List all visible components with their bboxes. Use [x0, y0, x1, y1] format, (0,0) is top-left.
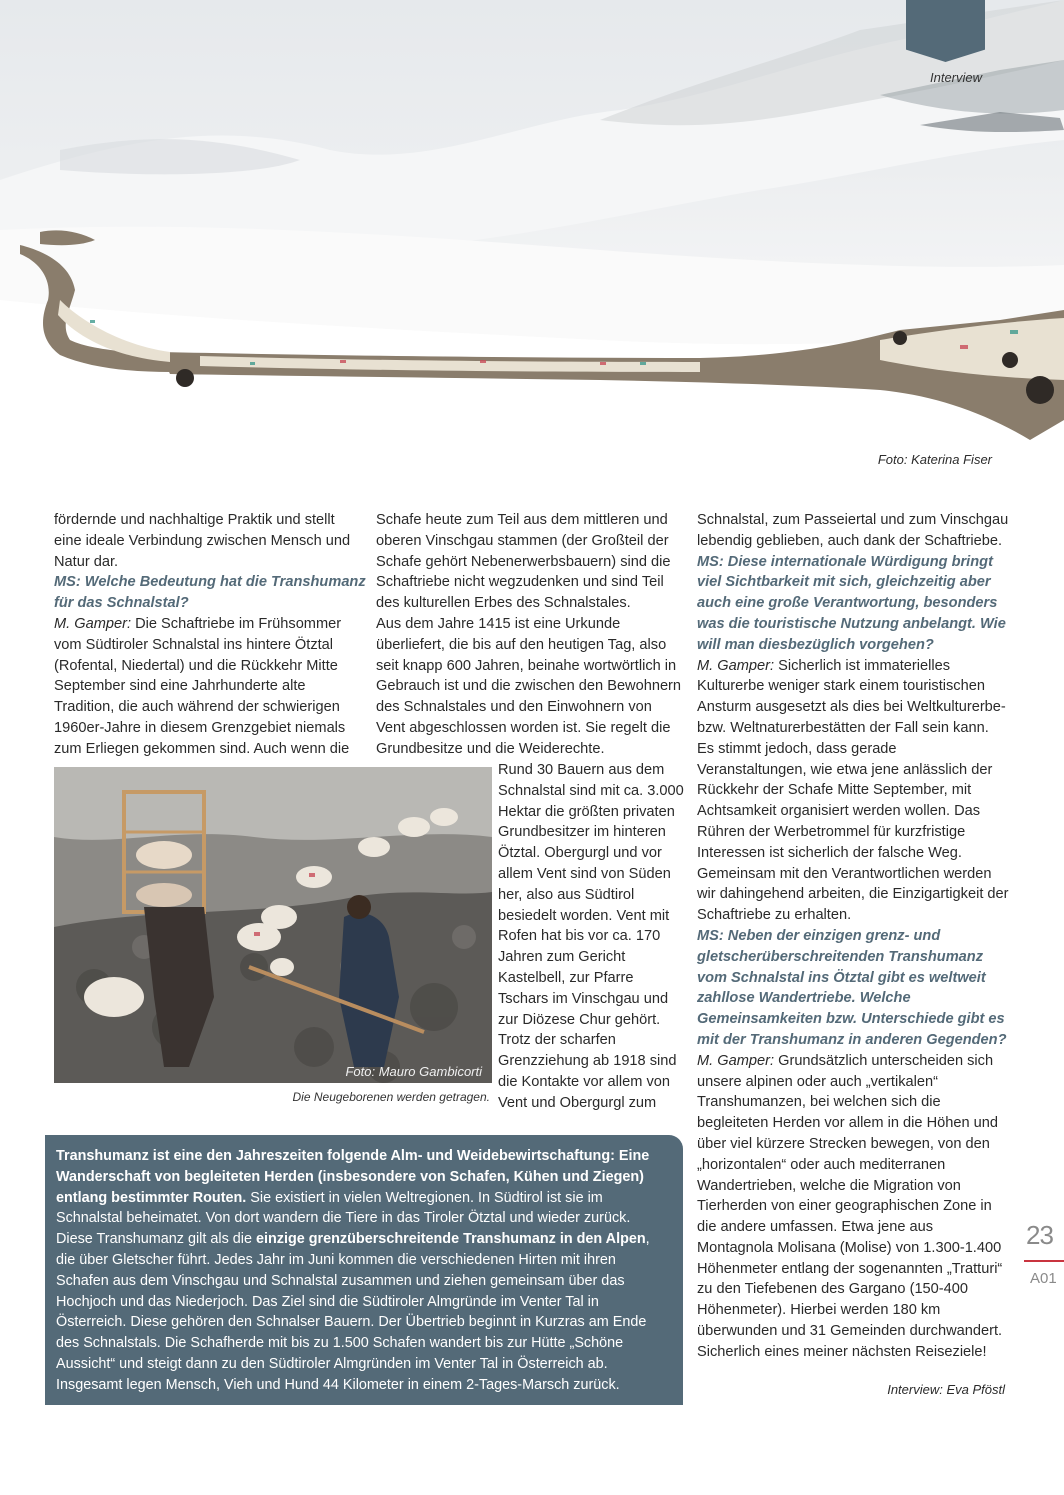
- hero-photo-credit: Foto: Katerina Fiser: [877, 452, 992, 467]
- infobox-bold-highlight: einzige grenzüberschreitende Transhumanz in den Alpen: [255, 1231, 646, 1248]
- answer-text: Grundsätzlich unterscheiden sich unsere alpinen oder auch „vertikalen“ Transhumanzen, bei welchen sich die begleiteten Herden vor allem in die Höhen und über viel kürzere Strecken bewegen, von den „horizontalen“ oder auch mediterranen Wandertrieben, welche die Migration von Tierherden von einer geographischen Zone in die andere umfassen. Etwa jene aus Montagnola Molisana (Molise) von 1.300-1.400 Höhenmeter entlang der sogenannten „Tratturi“ zu den Tiefebenen des Gargano (150-400 Höhenmeter). Hierbei werden 180 km überwunden und 31 Gemeinden durchwandert. Sicherlich eines meiner nächsten Reiseziele!: [697, 1052, 1003, 1360]
- infobox-text-1: Sie existiert in vielen Weltregionen. In Südtirol ist sie im Schnalstal beheimatet. Von dort wandern die Tiere in das Tiroler Ötztal und wieder zurück. Diese Transhumanz gilt als die: [56, 1189, 631, 1248]
- interview-question-2: MS: Diese internationale Würdigung bringt viel Sichtbarkeit mit sich, gleichzeitig aber auch eine große Verantwortung, besonders was die touristische Nutzung anbelangt. Wie will man diesbezüglich vorgehen?: [697, 553, 1006, 653]
- page-section-code: A01: [1030, 1270, 1057, 1287]
- answer-speaker: M. Gamper:: [697, 657, 775, 674]
- article-column-2: [376, 510, 684, 760]
- article-column-1: [54, 510, 366, 760]
- answer-text: Die Schaftriebe im Frühsommer vom Südtiroler Schnalstal ins hintere Ötztal (Rofental, Niedertal) und die Rückkehr Mitte September sind eine Jahrhunderte alte Tradition, die auch während der schwierigen 1960er-Jahre in diesem Grenzgebiet niemals zum Erliegen gekommen sind. Auch wenn die: [54, 615, 350, 757]
- page-number-divider: [1024, 1260, 1064, 1262]
- photo2-credit: Foto: Mauro Gambicorti: [345, 1064, 482, 1079]
- column2-paragraph-3: Rund 30 Bauern aus dem Schnalstal sind mit ca. 3.000 Hektar die größten privaten Grundbesitzer im hinteren Ötztal. Obergurgl und vor allem Vent sind von Süden her, also aus Südtirol besiedelt worden. Vent mit Rofen hat bis vor ca. 170 Jahren zum Gericht Kastelbell, zur Pfarre Tschars im Vinschgau und zur Diözese Chur gehört. Trotz der scharfen Grenzziehung ab 1918 sind die Kontakte vor allem von Vent und Obergurgl zum: [498, 762, 684, 1111]
- transhumanz-info-box: [45, 1135, 683, 1405]
- infobox-text-2: , die über Gletscher führt. Jedes Jahr im Juni kommen die verschiedenen Hirten mit ihren Schafen aus dem Vinschgau und Schnalstal zusammen und ziehen gemeinsam über das Hochjoch und das Niederjoch. Das Ziel sind die Südtiroler Almgründe im Venter Tal in Österreich. Diese gehören den Schnalser Bauern. Der Übertrieb beginnt in Kurzras am Ende des Schnalstals. Die Schafherde mit bis zu 1.500 Schafen wandert bis zur Hütte „Schöne Aussicht“ und steigt dann zu den Südtiroler Almgründen im Venter Tal in Österreich ab. Insgesamt legen Mensch, Vieh und Hund 44 Kilometer in einem 2-Tages-Marsch zurück.: [56, 1231, 650, 1393]
- interview-question-3: MS: Neben der einzigen grenz- und gletscherüberschreitenden Transhumanz vom Schnalstal ins Ötztal gibt es weltweit zahllose Wandertriebe. Welche Gemeinsamkeiten bzw. Unterschiede gibt es mit der Transhumanz in anderen Gegenden?: [697, 927, 1007, 1048]
- interview-signature: Interview: Eva Pföstl: [887, 1382, 1005, 1397]
- column2-paragraph-2: Aus dem Jahre 1415 ist eine Urkunde überliefert, die bis auf den heutigen Tag, also seit knapp 600 Jahren, beinahe wortwörtlich in Gebrauch ist und die zwischen den Bewohnern des Schnalstales und den Einwohnern von Vent abgeschlossen worden ist. Sie regelt die Grundbesitze und die Weiderechte.: [376, 615, 682, 757]
- interview-answer-1: [54, 614, 366, 760]
- column3-paragraph: Schnalstal, zum Passeiertal und zum Vinschgau lebendig geblieben, auch dank der Schaftriebe.: [697, 512, 1009, 549]
- column1-paragraph: fördernde und nachhaltige Praktik und stellt eine ideale Verbindung zwischen Mensch und Natur dar.: [54, 512, 351, 570]
- hero-photo-sheep-herd-snow: [0, 0, 1064, 474]
- answer-speaker: M. Gamper:: [697, 1052, 775, 1069]
- section-tab-marker: [906, 0, 985, 62]
- article-column-3: [697, 510, 1009, 1363]
- hero-photo-illustration: [0, 0, 1064, 474]
- column2-paragraph-1: Schafe heute zum Teil aus dem mittleren und oberen Vinschgau stammen (der Großteil der Schafe gehört Nebenerwerbsbauern) sind die Schaftriebe nicht wegzudenken und sind Teil des kulturellen Erbes des Schnalstales.: [376, 512, 671, 612]
- photo-shepherds-carrying-lambs: [54, 767, 492, 1083]
- answer-speaker: M. Gamper:: [54, 615, 132, 632]
- interview-question-1: MS: Welche Bedeutung hat die Transhumanz für das Schnalstal?: [54, 574, 366, 612]
- interview-answer-2: [697, 656, 1009, 926]
- article-column-2-continued: [498, 760, 684, 1114]
- photo2-illustration: [54, 767, 492, 1083]
- infobox-bold-intro: Transhumanz ist eine den Jahreszeiten folgende Alm- und Weidebewirtschaftung: Eine Wanderschaft von begleiteten Herden (insbesondere von Schafen, Kühen und Ziegen) entlang bestimmter Routen.: [56, 1148, 650, 1206]
- section-label: Interview: [930, 70, 983, 85]
- interview-answer-3: [697, 1051, 1009, 1363]
- photo2-caption: Die Neugeborenen werden getragen.: [292, 1090, 490, 1104]
- answer-text: Sicherlich ist immaterielles Kulturerbe weniger stark einem touristischen Ansturm ausgesetzt als dies bei Weltkulturerbe- bzw. Weltnaturerbestätten der Fall sein kann. Es stimmt jedoch, dass gerade Veranstaltungen, wie etwa jene anlässlich der Rückkehr der Schafe Mitte September, mit Achtsamkeit organisiert werden wollen. Das Rühren der Werbetrommel für kurzfristige Interessen ist sicherlich der falsche Weg. Gemeinsam mit den Verantwortlichen werden wir dahingehend arbeiten, die Einzigartigkeit der Schaftriebe zu erhalten.: [697, 657, 1009, 924]
- page-number: 23: [1026, 1220, 1053, 1250]
